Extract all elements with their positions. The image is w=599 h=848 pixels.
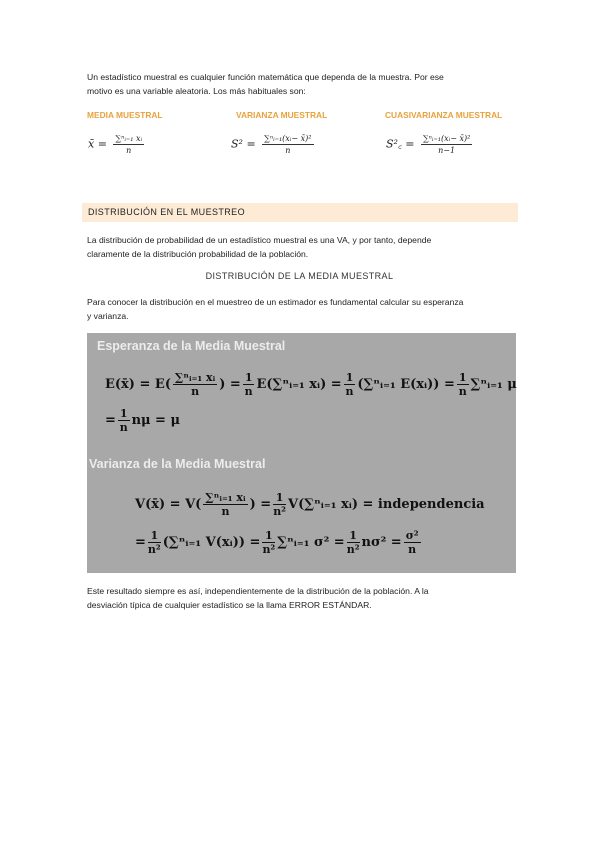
- varianza-equation-line-1: [135, 491, 485, 518]
- eq4-one-2: 1: [262, 529, 275, 543]
- distribution-line-1: La distribución de probabilidad de un estadístico muestral es una VA, y por tanto, depende: [87, 235, 432, 245]
- eq1-fraction-den: n: [191, 385, 200, 398]
- eq3-part-b: ) =: [249, 497, 272, 512]
- eq4-sigma2: σ²: [405, 529, 419, 542]
- formula-media-fraction: [113, 134, 144, 155]
- standard-error-paragraph: [87, 584, 513, 612]
- eq1-one-2: 1: [345, 371, 354, 384]
- eq4-one-1: 1: [148, 529, 161, 543]
- eq4-n2-3: n²: [346, 543, 360, 556]
- esperanza-title: Esperanza de la Media Muestral: [97, 339, 286, 353]
- eq1-one-over-n-3: [457, 371, 469, 398]
- formula-varianza-lhs: S² =: [231, 137, 256, 151]
- eq1-part-a: E(x̄) = E(: [105, 377, 171, 392]
- eq1-part-c: E(∑ⁿᵢ₌₁ xᵢ) =: [256, 377, 342, 392]
- varianza-title: Varianza de la Media Muestral: [89, 457, 266, 471]
- eq4-n2-1: n²: [147, 543, 161, 556]
- eq1-one-over-n-2: [344, 371, 356, 398]
- eq3-n2: n²: [273, 505, 287, 518]
- eq3-one: 1: [273, 491, 286, 505]
- eq1-one-3: 1: [458, 371, 467, 384]
- eq1-part-d: (∑ⁿᵢ₌₁ E(xᵢ)) =: [357, 377, 455, 392]
- label-cuasivarianza-muestral: CUASIVARIANZA MUESTRAL: [385, 110, 503, 120]
- eq2-part-a: =: [105, 413, 116, 428]
- formula-varianza: [231, 134, 314, 155]
- eq1-part-e: ∑ⁿᵢ₌₁ μ: [470, 377, 517, 392]
- formula-media-numerator: ∑ⁿᵢ₌₁ xᵢ: [115, 134, 143, 143]
- eq2-one: 1: [119, 407, 128, 420]
- eq1-fraction: [173, 371, 217, 398]
- formula-cuasivarianza-fraction: [421, 134, 472, 155]
- formula-cuasivarianza-lhs: S²꜀ =: [386, 137, 415, 151]
- eq4-one-over-n2-2: [262, 529, 275, 556]
- eq3-one-over-n2: [273, 491, 286, 518]
- formula-cuasivarianza-numerator: ∑ⁿᵢ₌₁(xᵢ− x̄)²: [422, 134, 471, 143]
- formula-cuasivarianza-denominator: n−1: [438, 146, 456, 155]
- intro-line-1: Un estadístico muestral es cualquier función matemática que dependa de la muestra. Por ese: [87, 72, 444, 82]
- varianza-equation-line-2: [135, 529, 423, 556]
- eq1-fraction-num: ∑ⁿᵢ₌₁ xᵢ: [174, 371, 216, 384]
- eq1-n-2: n: [345, 385, 354, 398]
- estimator-paragraph: [87, 295, 513, 323]
- esperanza-equation-line-1: [105, 371, 517, 398]
- eq3-fraction-num: ∑ⁿᵢ₌₁ xᵢ: [205, 491, 246, 504]
- eq1-part-b: ) =: [219, 377, 241, 392]
- eq1-n-1: n: [244, 385, 253, 398]
- formula-media: [88, 134, 144, 155]
- eq2-one-over-n: [118, 407, 130, 434]
- formula-image-box: [87, 333, 516, 573]
- eq1-n-3: n: [458, 385, 467, 398]
- eq1-one-1: 1: [244, 371, 253, 384]
- eq3-fraction: [203, 491, 247, 518]
- formula-cuasivarianza: [386, 134, 472, 155]
- standard-error-line-1: Este resultado siempre es así, independientemente de la distribución de la población. A la: [87, 586, 429, 596]
- formula-varianza-fraction: [262, 134, 313, 155]
- eq4-sigma2-over-n: [404, 529, 421, 556]
- standard-error-line-2: desviación típica de cualquier estadístico se la llama ERROR ESTÁNDAR.: [87, 600, 372, 610]
- eq4-part-d: nσ² =: [361, 535, 402, 550]
- subtitle-media-muestral: DISTRIBUCIÓN DE LA MEDIA MUESTRAL: [205, 271, 394, 281]
- distribution-line-2: claramente de la distribución probabilidad de la población.: [87, 249, 309, 259]
- eq4-n: n: [408, 543, 417, 556]
- label-media-muestral: MEDIA MUESTRAL: [87, 110, 163, 120]
- eq1-one-over-n-1: [243, 371, 255, 398]
- eq4-one-over-n2-3: [347, 529, 360, 556]
- distribution-paragraph: [87, 233, 513, 261]
- eq2-part-b: nμ = μ: [131, 413, 180, 428]
- intro-paragraph: [87, 70, 513, 98]
- estimator-line-1: Para conocer la distribución en el muestreo de un estimador es fundamental calcular su esperanza: [87, 297, 464, 307]
- section-title: DISTRIBUCIÓN EN EL MUESTREO: [88, 207, 245, 217]
- formula-varianza-numerator: ∑ⁿᵢ₌₁(xᵢ− x̄)²: [264, 134, 312, 143]
- eq4-part-a: =: [135, 535, 146, 550]
- eq3-fraction-den: n: [221, 505, 230, 518]
- label-varianza-muestral: VARIANZA MUESTRAL: [236, 110, 328, 120]
- eq2-n: n: [119, 421, 128, 434]
- estimator-line-2: y varianza.: [87, 311, 129, 321]
- eq3-part-a: V(x̄) = V(: [135, 497, 202, 512]
- formula-varianza-denominator: n: [285, 146, 291, 155]
- eq4-one-3: 1: [347, 529, 360, 543]
- formula-media-denominator: n: [126, 146, 132, 155]
- eq4-one-over-n2-1: [148, 529, 161, 556]
- eq4-part-b: (∑ⁿᵢ₌₁ V(xᵢ)) =: [162, 535, 261, 550]
- formula-media-lhs: x̄ =: [88, 137, 107, 151]
- esperanza-equation-line-2: [105, 407, 180, 434]
- eq4-part-c: ∑ⁿᵢ₌₁ σ² =: [277, 535, 345, 550]
- eq4-n2-2: n²: [262, 543, 276, 556]
- eq3-part-c: V(∑ⁿᵢ₌₁ xᵢ) = independencia: [288, 497, 485, 512]
- intro-line-2: motivo es una variable aleatoria. Los más habituales son:: [87, 86, 306, 96]
